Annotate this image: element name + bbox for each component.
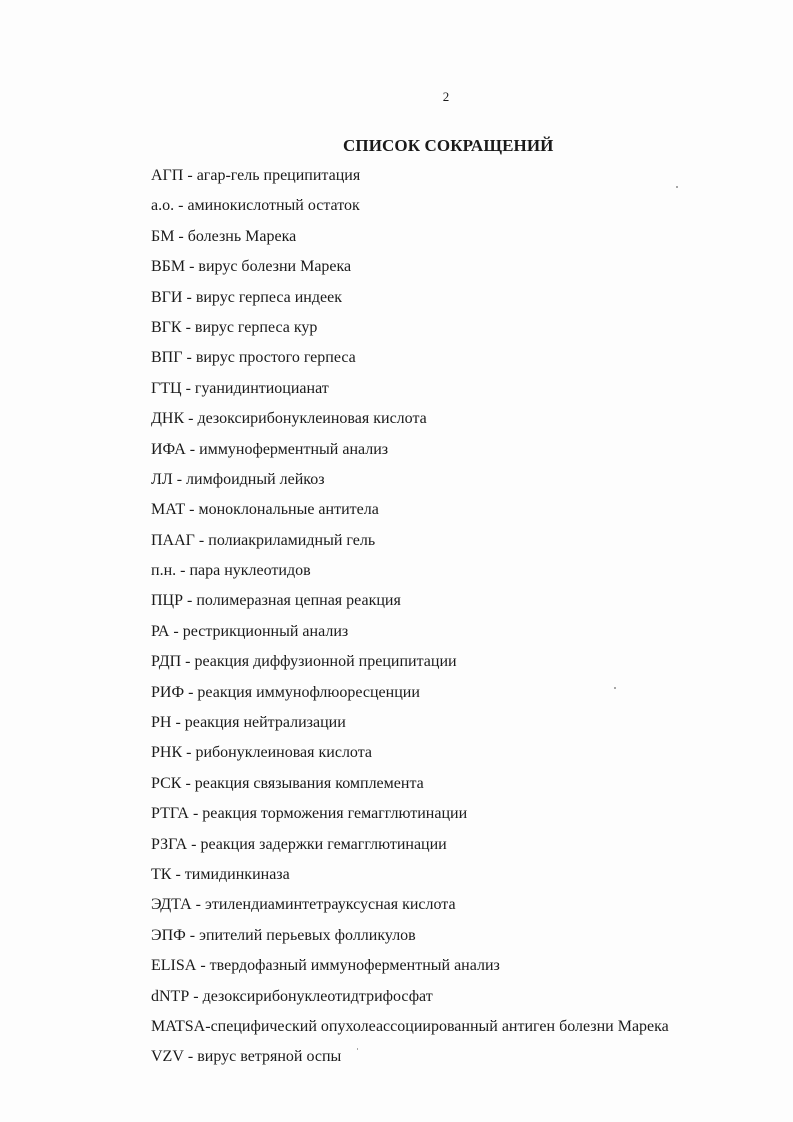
abbreviation-item (151, 651, 669, 681)
abbreviation-separator: - (187, 835, 201, 853)
abbreviation-definition: вирус болезни Марека (198, 258, 352, 276)
scan-speck (614, 687, 616, 689)
abbreviation-term: ИФА (151, 440, 186, 458)
abbreviation-separator: - (191, 896, 205, 914)
abbreviation-separator: - (176, 562, 190, 580)
abbreviation-definition: этилендиаминтетрауксусная кислота (205, 896, 456, 914)
abbreviation-definition: реакция задержки гемагглютинации (200, 835, 447, 853)
abbreviation-item (151, 955, 669, 985)
abbreviation-definition: пара нуклеотидов (189, 562, 311, 580)
abbreviation-item (151, 894, 669, 924)
abbreviation-term: МАТ (151, 501, 186, 519)
abbreviation-definition: дезоксирибонуклеотидтрифосфат (202, 987, 433, 1005)
abbreviation-definition: тимидинкиназа (184, 865, 290, 883)
abbreviation-separator: - (185, 501, 199, 519)
abbreviation-term: РН (151, 714, 172, 732)
abbreviation-definition: рестрикционный анализ (182, 622, 349, 640)
abbreviation-item (151, 712, 669, 742)
abbreviation-term: ТК (151, 865, 172, 883)
abbreviation-definition: лимфоидный лейкоз (186, 470, 325, 488)
abbreviation-term: ЛЛ (151, 470, 173, 488)
abbreviation-item (151, 773, 669, 803)
abbreviation-definition: вирус простого герпеса (195, 349, 356, 367)
abbreviation-item (151, 1046, 669, 1076)
abbreviation-item (151, 408, 669, 438)
abbreviation-item (151, 317, 669, 347)
abbreviation-separator: - (185, 258, 199, 276)
abbreviation-term: РНК (151, 744, 183, 762)
abbreviation-term: а.о. (151, 197, 175, 215)
abbreviation-term: ВБМ (151, 258, 186, 276)
abbreviation-definition: реакция нейтрализации (184, 714, 346, 732)
abbreviation-term: ВГИ (151, 288, 183, 306)
abbreviation-term: ЭДТА (151, 896, 192, 914)
abbreviation-term: п.н. (151, 562, 177, 580)
abbreviation-item (151, 499, 669, 529)
abbreviation-definition: дезоксирибонуклеиновая кислота (197, 410, 427, 428)
abbreviation-separator: - (172, 470, 187, 488)
abbreviation-item (151, 682, 669, 712)
abbreviation-item (151, 1016, 669, 1046)
abbreviation-separator: - (185, 926, 200, 944)
abbreviation-item (151, 834, 669, 864)
abbreviation-definition: аминокислотный остаток (187, 197, 360, 215)
abbreviation-separator: - (205, 1017, 211, 1035)
abbreviation-list (151, 165, 669, 1077)
abbreviation-definition: твердофазный иммуноферментный анализ (209, 957, 500, 975)
abbreviation-term: БМ (151, 227, 175, 245)
abbreviation-definition: полимеразная цепная реакция (196, 592, 401, 610)
abbreviation-definition: специфический опухолеассоциированный антиген болезни Марека (210, 1017, 669, 1035)
abbreviation-separator: - (189, 987, 203, 1005)
abbreviation-item (151, 986, 669, 1016)
abbreviation-term: РА (151, 622, 170, 640)
abbreviation-term: РДП (151, 653, 182, 671)
abbreviation-definition: вирус ветряной оспы (197, 1048, 342, 1066)
abbreviation-separator: - (183, 592, 197, 610)
abbreviation-separator: - (183, 1048, 198, 1066)
abbreviation-definition: вирус герпеса индеек (195, 288, 342, 306)
abbreviation-term: РТГА (151, 805, 189, 823)
abbreviation-definition: реакция диффузионной преципитации (194, 653, 457, 671)
abbreviation-separator: - (181, 379, 195, 397)
abbreviation-separator: - (174, 227, 188, 245)
abbreviation-item (151, 165, 669, 195)
abbreviation-separator: - (181, 318, 195, 336)
abbreviation-definition: агар-гель преципитация (196, 167, 361, 184)
abbreviation-term: ELISA (151, 957, 197, 975)
abbreviation-separator: - (171, 714, 185, 732)
abbreviation-separator: - (181, 774, 195, 792)
abbreviation-item (151, 590, 669, 620)
abbreviation-separator: - (182, 288, 196, 306)
scan-speck (357, 1048, 358, 1050)
abbreviation-item (151, 347, 669, 377)
abbreviation-item (151, 925, 669, 955)
page-title: СПИСОК СОКРАЩЕНИЙ (343, 136, 554, 155)
abbreviation-term: MATSA (151, 1017, 206, 1035)
abbreviation-term: ЭПФ (151, 926, 186, 944)
abbreviation-definition: рибонуклеиновая кислота (195, 744, 373, 762)
abbreviation-item (151, 226, 669, 256)
abbreviation-definition: гуанидинтиоцианат (194, 379, 329, 397)
abbreviation-definition: реакция связывания комплемента (194, 774, 424, 792)
abbreviation-term: ДНК (151, 410, 185, 428)
abbreviation-term: РСК (151, 774, 182, 792)
abbreviation-separator: - (184, 683, 198, 701)
abbreviation-definition: реакция иммунофлюоресценции (197, 683, 420, 701)
abbreviation-term: ВПГ (151, 349, 183, 367)
abbreviation-separator: - (182, 349, 196, 367)
abbreviation-separator: - (169, 622, 183, 640)
abbreviation-separator: - (181, 653, 195, 671)
abbreviation-definition: моноклональные антитела (198, 501, 379, 519)
abbreviation-separator: - (188, 805, 203, 823)
abbreviation-term: РЗГА (151, 835, 188, 853)
abbreviation-term: ПЦР (151, 592, 184, 610)
abbreviation-term: АГП (151, 167, 184, 184)
abbreviation-separator: - (196, 957, 210, 975)
abbreviation-separator: - (174, 197, 188, 215)
abbreviation-definition: вирус герпеса кур (194, 318, 318, 336)
abbreviation-separator: - (194, 531, 209, 549)
abbreviation-term: РИФ (151, 683, 185, 701)
abbreviation-item (151, 287, 669, 317)
abbreviation-definition: полиакриламидный гель (208, 531, 376, 549)
abbreviation-term: dNTP (151, 987, 190, 1005)
abbreviation-definition: реакция торможения гемагглютинации (202, 805, 468, 823)
abbreviation-separator: - (185, 440, 200, 458)
abbreviation-term: ВГК (151, 318, 182, 336)
abbreviation-item (151, 621, 669, 651)
abbreviation-definition: эпителий перьевых фолликулов (199, 926, 416, 944)
abbreviation-definition: иммуноферментный анализ (199, 440, 389, 458)
abbreviation-item (151, 803, 669, 833)
abbreviation-item (151, 439, 669, 469)
abbreviation-separator: - (184, 410, 198, 428)
abbreviation-item (151, 742, 669, 772)
abbreviation-separator: - (183, 167, 197, 184)
abbreviation-item (151, 530, 669, 560)
abbreviation-item (151, 378, 669, 408)
abbreviation-item (151, 256, 669, 286)
page-number: 2 (442, 89, 450, 104)
abbreviation-separator: - (171, 865, 185, 883)
scan-speck (676, 186, 678, 188)
abbreviation-term: VZV (151, 1048, 184, 1066)
abbreviation-item (151, 864, 669, 894)
abbreviation-item (151, 195, 669, 225)
abbreviation-term: ПААГ (151, 531, 195, 549)
abbreviation-item (151, 469, 669, 499)
abbreviation-term: ГТЦ (151, 379, 182, 397)
abbreviation-item (151, 560, 669, 590)
abbreviation-definition: болезнь Марека (187, 227, 297, 245)
abbreviation-separator: - (182, 744, 196, 762)
